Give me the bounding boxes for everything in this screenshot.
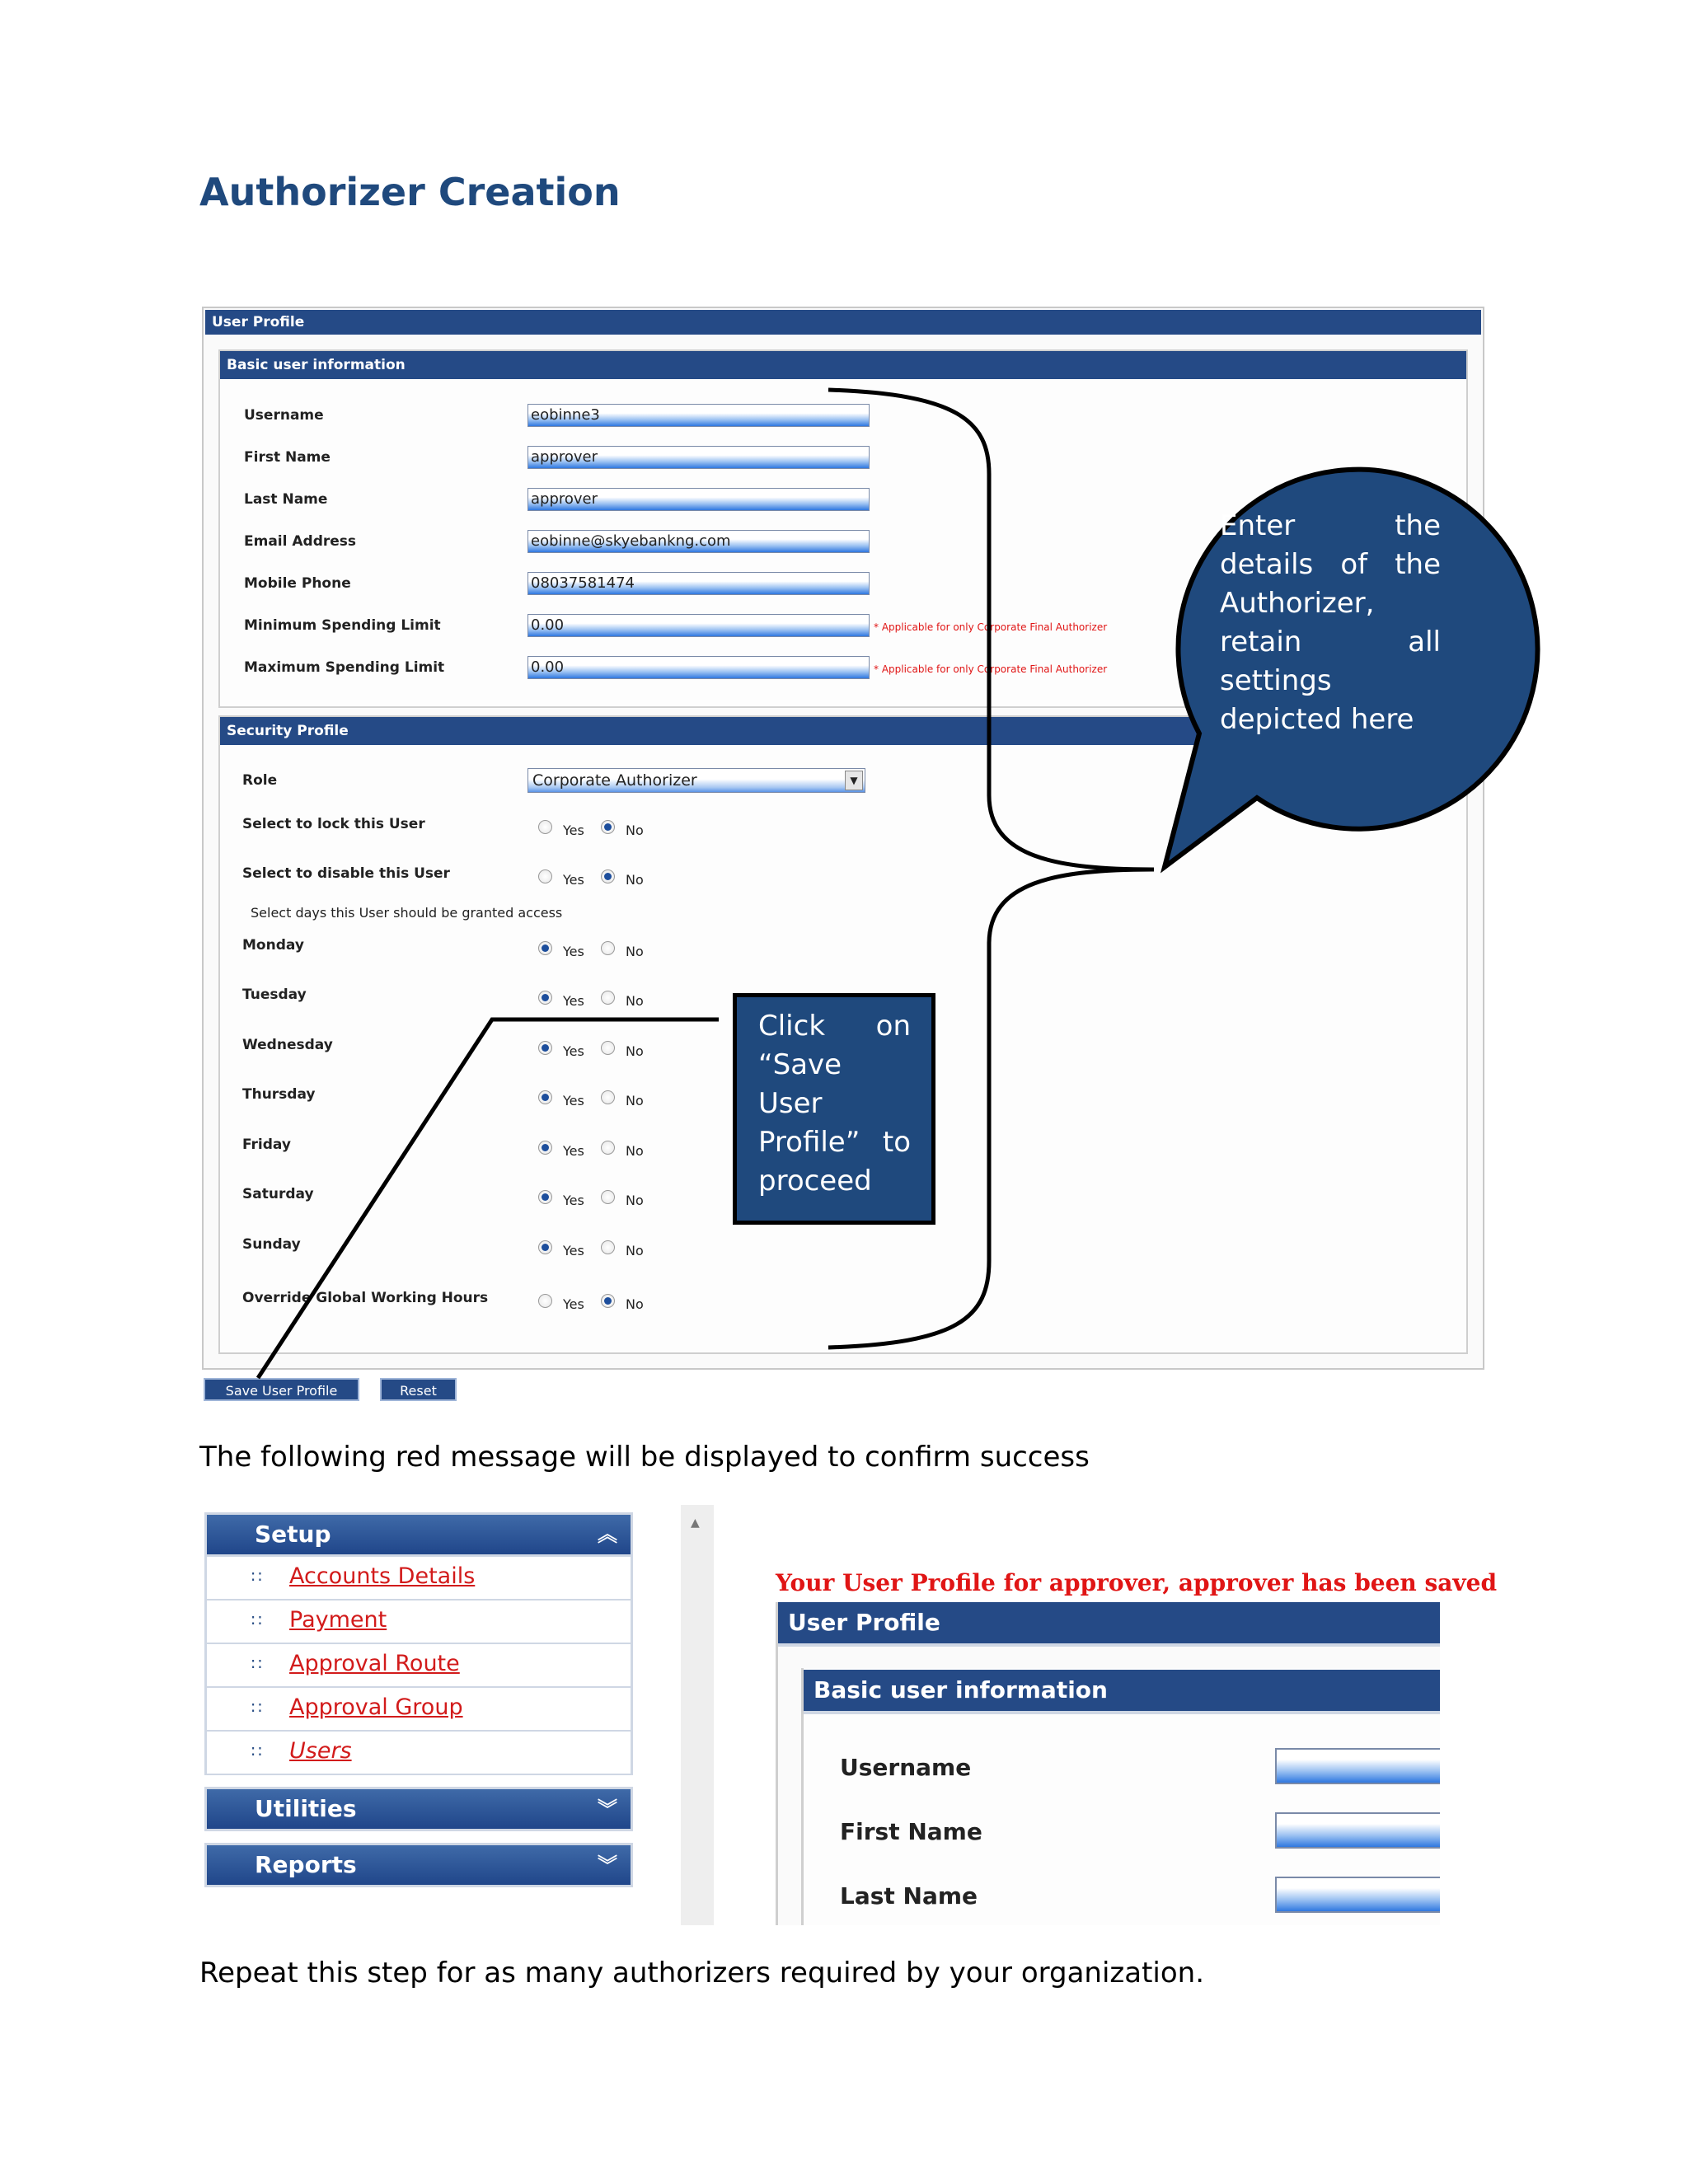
wednesday-label: Wednesday [242, 1037, 333, 1053]
saturday-no-label: No [626, 1193, 644, 1208]
menu-item-accounts-details[interactable] [204, 1557, 633, 1601]
bullet-icon: ∷ [251, 1610, 262, 1630]
tuesday-yes-label: Yes [563, 993, 584, 1009]
friday-no-label: No [626, 1143, 644, 1159]
chevron-down-icon[interactable]: ▼ [845, 771, 863, 790]
menu-link-payment[interactable]: Payment [289, 1607, 387, 1633]
sunday-label: Sunday [242, 1236, 301, 1253]
saturday-yes-label: Yes [563, 1193, 584, 1208]
reports-menu-title: Reports [255, 1851, 357, 1878]
menu-item-approval-route[interactable] [204, 1644, 633, 1688]
confirmation-username-input[interactable] [1275, 1748, 1440, 1784]
scroll-up-icon[interactable]: ▲ [691, 1516, 700, 1530]
confirmation-first-name-label: First Name [840, 1818, 982, 1845]
lock-yes-label: Yes [563, 823, 584, 838]
lock-no-label: No [626, 823, 644, 838]
bubble-callout-text: Enter the details of the Authorizer, retain all settings depicted here [1220, 509, 1441, 736]
monday-label: Monday [242, 937, 304, 954]
disable-user-label: Select to disable this User [242, 865, 450, 882]
save-callout-text: Click on “Save User Profile” to proceed [758, 1010, 911, 1197]
chevron-down-icon[interactable]: ︾ [598, 1854, 617, 1877]
utilities-menu-title: Utilities [255, 1795, 357, 1822]
first-name-input[interactable]: approver [528, 446, 870, 469]
last-name-label: Last Name [244, 491, 328, 508]
menu-item-payment[interactable] [204, 1601, 633, 1644]
wednesday-no-label: No [626, 1043, 644, 1059]
confirmation-username-label: Username [840, 1754, 972, 1781]
page-title: Authorizer Creation [199, 170, 621, 214]
bullet-icon: ∷ [251, 1698, 262, 1718]
tuesday-no-label: No [626, 993, 644, 1009]
username-label: Username [244, 407, 324, 424]
days-intro-text: Select days this User should be granted access [251, 905, 563, 921]
success-paragraph: The following red message will be displayed to confirm success [199, 1441, 1090, 1474]
success-message: Your User Profile for approver, approver has been saved [776, 1569, 1498, 1596]
monday-yes-label: Yes [563, 944, 584, 959]
repeat-paragraph: Repeat this step for as many authorizers required by your organization. [199, 1957, 1205, 1990]
confirmation-user-profile-header: User Profile [778, 1602, 1440, 1647]
security-profile-header: Security Profile [220, 717, 1466, 745]
email-input[interactable]: eobinne@skyebankng.com [528, 530, 870, 553]
save-user-profile-button[interactable]: Save User Profile [204, 1378, 359, 1401]
override-hours-label: Override Global Working Hours [242, 1290, 489, 1306]
last-name-input[interactable]: approver [528, 488, 870, 511]
friday-yes-label: Yes [563, 1143, 584, 1159]
confirmation-first-name-input[interactable] [1275, 1812, 1440, 1849]
bullet-icon: ∷ [251, 1654, 262, 1674]
basic-info-header: Basic user information [220, 351, 1466, 379]
disable-no-label: No [626, 872, 644, 888]
max-spending-note: * Applicable for only Corporate Final Authorizer [874, 663, 1108, 675]
lock-user-label: Select to lock this User [242, 816, 425, 832]
max-spending-label: Maximum Spending Limit [244, 659, 445, 676]
menu-link-approval-route[interactable]: Approval Route [289, 1651, 460, 1676]
confirmation-last-name-input[interactable] [1275, 1877, 1440, 1913]
menu-item-approval-group[interactable] [204, 1688, 633, 1732]
mobile-phone-label: Mobile Phone [244, 575, 351, 592]
disable-yes-label: Yes [563, 872, 584, 888]
confirmation-basic-info-header: Basic user information [804, 1670, 1440, 1714]
thursday-label: Thursday [242, 1086, 316, 1103]
confirmation-last-name-label: Last Name [840, 1882, 978, 1910]
first-name-label: First Name [244, 449, 331, 466]
menu-item-users[interactable] [204, 1732, 633, 1775]
mobile-phone-input[interactable]: 08037581474 [528, 572, 870, 595]
reset-button[interactable]: Reset [380, 1378, 457, 1401]
role-select-value: Corporate Authorizer [532, 771, 697, 790]
chevron-up-icon[interactable]: ︽ [598, 1523, 617, 1546]
min-spending-label: Minimum Spending Limit [244, 617, 441, 634]
username-input[interactable]: eobinne3 [528, 404, 870, 427]
email-label: Email Address [244, 533, 357, 550]
wednesday-yes-label: Yes [563, 1043, 584, 1059]
pointer-line-shape [258, 1019, 719, 1378]
sunday-no-label: No [626, 1243, 644, 1258]
chevron-down-icon[interactable]: ︾ [598, 1797, 617, 1821]
menu-link-accounts-details[interactable]: Accounts Details [289, 1563, 476, 1589]
monday-no-label: No [626, 944, 644, 959]
reports-menu-header[interactable] [204, 1843, 633, 1887]
min-spending-input[interactable]: 0.00 [528, 614, 870, 637]
menu-link-approval-group[interactable]: Approval Group [289, 1694, 463, 1720]
bullet-icon: ∷ [251, 1741, 262, 1761]
override-yes-label: Yes [563, 1296, 584, 1312]
tuesday-label: Tuesday [242, 987, 307, 1003]
override-no-label: No [626, 1296, 644, 1312]
role-label: Role [242, 772, 278, 789]
thursday-no-label: No [626, 1093, 644, 1108]
thursday-yes-label: Yes [563, 1093, 584, 1108]
scrollbar[interactable] [681, 1505, 714, 1925]
min-spending-note: * Applicable for only Corporate Final Authorizer [874, 621, 1108, 633]
saturday-label: Saturday [242, 1186, 314, 1202]
friday-label: Friday [242, 1137, 291, 1153]
bullet-icon: ∷ [251, 1567, 262, 1586]
menu-link-users[interactable]: Users [289, 1738, 352, 1764]
setup-menu-header[interactable] [204, 1512, 633, 1557]
user-profile-header: User Profile [205, 310, 1481, 335]
utilities-menu-header[interactable] [204, 1787, 633, 1831]
setup-menu-title: Setup [255, 1521, 331, 1548]
max-spending-input[interactable]: 0.00 [528, 656, 870, 679]
sunday-yes-label: Yes [563, 1243, 584, 1258]
